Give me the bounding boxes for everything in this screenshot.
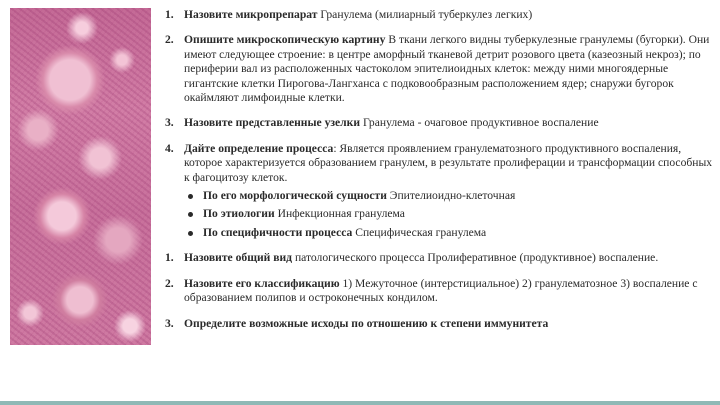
bullet-answer: Специфическая гранулема [352,225,487,239]
answer-text: Гранулема - очаговое продуктивное воспаление [360,116,599,130]
bullet-answer: Инфекционная гранулема [274,207,405,221]
question-item [165,317,713,331]
item-number: 3. [165,316,174,330]
bullet-item [184,226,713,240]
bullet-dot-icon [188,194,193,199]
bullet-item [184,207,713,221]
question-list [165,8,713,331]
bullet-question: По этиологии [203,207,275,221]
question-item [165,33,713,105]
item-number: 3. [165,116,174,130]
question-text: Назовите микропрепарат [184,8,318,21]
bullet-list [184,189,713,240]
micrograph-image [10,8,151,345]
bullet-question: По его морфологической сущности [203,189,387,203]
answer-text: 1) Межуточное (интерстициальное) 2) гранулематозное 3) воспаление с образованием полипов и остроконечных кондилом. [184,276,698,305]
item-number: 1. [165,8,174,21]
question-item [165,8,713,22]
question-item [165,116,713,130]
bullet-dot-icon [188,231,193,236]
question-text: Определите возможные исходы по отношению к степени иммунитета [184,316,549,330]
answer-text: : Является проявлением гранулематозного продуктивного воспаления, которое характеризуется образованием гранулем, в результате пролиферации и трансформации способных к фагоцитозу клеток. [184,141,713,184]
question-text: Опишите микроскопическую картину [184,33,386,47]
bullet-question: По специфичности процесса [203,225,353,239]
item-number: 2. [165,33,174,47]
answer-text: В ткани легкого видны туберкулезные гранулемы (бугорки). Они имеют следующее строение: в центре аморфный тканевой детрит розового цвета (казеозный некроз); по периферии вал из расположенных частоколом эпителиоидных клеток: между ними многоядерные гигантские клетки Пирогова-Лангханса с подковообразным расположением ядер; снаружи бугорок окаймляют лимфоидные клетки. [184,33,710,105]
question-text: Назовите его классификацию [184,276,340,290]
question-item [165,142,713,240]
answer-text: Гранулема (милиарный туберкулез легких) [317,8,533,21]
bullet-item [184,189,713,203]
question-text: Назовите представленные узелки [184,116,361,130]
question-text: Назовите общий вид [184,251,293,265]
question-item [165,277,713,306]
question-text: Дайте определение процесса [184,141,334,155]
item-number: 4. [165,141,174,155]
answer-text: патологического процесса Пролиферативное (продуктивное) воспаление. [292,251,659,265]
bullet-dot-icon [188,212,193,217]
footer-strip [0,401,720,405]
bullet-answer: Эпителиоидно-клеточная [386,189,516,203]
item-number: 1. [165,251,174,265]
item-number: 2. [165,276,174,290]
question-item [165,251,713,265]
